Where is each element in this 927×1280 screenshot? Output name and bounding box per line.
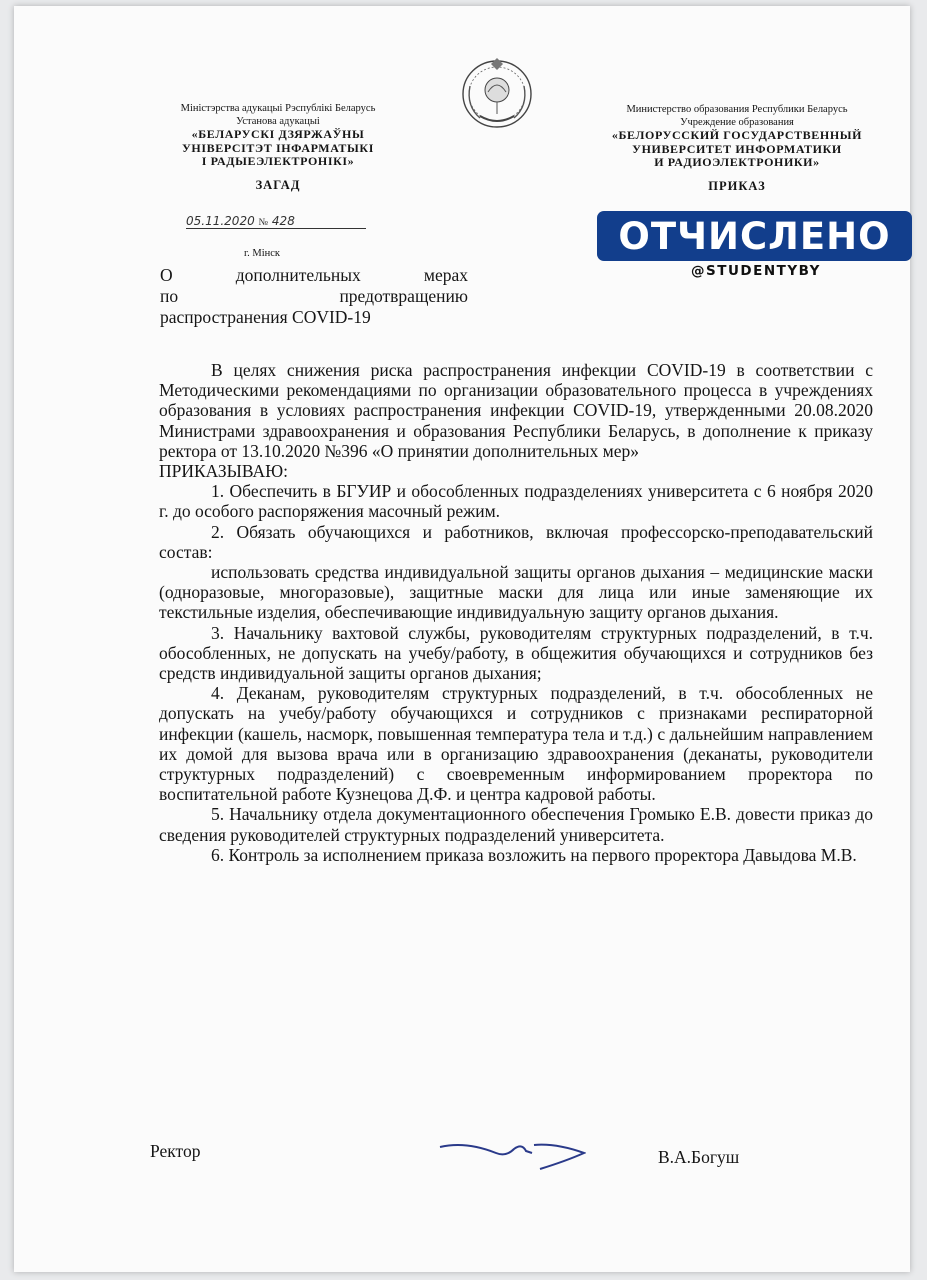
order-item-4: 4. Деканам, руководителям структурных подразделений, в т.ч. обособленных не допускать на учебу/работу обучающихся и сотрудников с признаками респираторной инфекции (кашель, насморк, повышенная температура тела и т.д.) с дальнейшим направлением их домой для вызова врача или в организацию здравоохранения (деканаты, руководители структурных подразделений) с своевременным информированием проректора по воспитательной работе Кузнецова Д.Ф. и центра кадровой работы.: [159, 683, 873, 805]
subject-line: [160, 286, 468, 307]
ministry-name-ru: Министерство образования Республики Беларусь: [626, 104, 848, 115]
university-name-ru-line3: И РАДИОЭЛЕКТРОНИКИ»: [654, 155, 820, 169]
subject-word: дополнительных: [235, 265, 361, 285]
order-item-3: 3. Начальнику вахтовой службы, руководителям структурных подразделений, в т.ч. обособленных, не допускать на учебу/работу, в общежития обучающихся и сотрудников без средств индивидуальной защиты органов дыхания;: [159, 622, 873, 684]
header-left-belarusian: [138, 102, 418, 192]
subject-word: О: [160, 265, 173, 285]
order-body: [159, 360, 873, 865]
university-name-ru-line1: «БЕЛОРУССКИЙ ГОСУДАРСТВЕННЫЙ: [611, 128, 863, 142]
preamble: В целях снижения риска распространения инфекции COVID-19 в соответствии с Методическими рекомендациями по организации образовательного процесса в учреждениях образования в условиях распространения инфекции COVID-19, утвержденными 20.08.2020 Министрами здравоохранения и образования Республики Беларусь, в дополнение к приказу ректора от 13.10.2020 №396 «О принятии дополнительных мер»: [159, 360, 873, 461]
order-subject: [160, 265, 468, 328]
orders-heading: ПРИКАЗЫВАЮ:: [159, 461, 288, 482]
order-date: 05.11.2020: [186, 214, 255, 228]
doc-type-ru: ПРИКАЗ: [708, 178, 766, 193]
university-name-by-line1: «БЕЛАРУСКІ ДЗЯРЖАЎНЫ: [191, 127, 365, 141]
ministry-name-by: Міністэрства адукацыі Рэспублікі Беларусь: [180, 103, 376, 114]
city: г. Мінск: [244, 248, 281, 259]
institution-type-by: Установа адукацыі: [236, 116, 320, 127]
order-number-sign: №: [258, 217, 269, 228]
order-item-1: 1. Обеспечить в БГУИР и обособленных подразделениях университета с 6 ноября 2020 г. до особого распоряжения масочный режим.: [159, 481, 873, 522]
handwritten-signature: [436, 1131, 586, 1177]
expelled-stamp: ОТЧИСЛЕНО: [597, 211, 912, 261]
document-page: [14, 6, 910, 1272]
state-emblem-icon: [458, 56, 536, 130]
order-item-6: 6. Контроль за исполнением приказа возложить на первого проректора Давыдова М.В.: [211, 844, 857, 865]
university-name-by-line2: УНІВЕРСІТЭТ ІНФАРМАТЫКІ: [182, 140, 374, 155]
order-number: 428: [271, 214, 295, 228]
institution-type-ru: Учреждение образования: [680, 117, 794, 128]
subject-word: мерах: [423, 265, 468, 285]
watermark-handle: @STUDENTYBY: [691, 263, 821, 279]
order-item-2: 2. Обязать обучающихся и работников, включая профессорско-преподавательский состав:: [159, 521, 873, 562]
university-name-ru-line2: УНИВЕРСИТЕТ ИНФОРМАТИКИ: [632, 141, 842, 156]
signatory-title: Ректор: [150, 1141, 201, 1161]
university-name-by-line3: І РАДЫЕЭЛЕКТРОНІКІ»: [201, 154, 355, 168]
subject-line: [160, 265, 468, 286]
subject-word: по: [160, 286, 179, 306]
signatory-name: В.А.Богуш: [658, 1147, 740, 1167]
order-item-5: 5. Начальнику отдела документационного обеспечения Громыко Е.В. довести приказ до сведения руководителей структурных подразделений университета.: [159, 804, 873, 845]
order-item-2-detail: использовать средства индивидуальной защиты органов дыхания – медицинские маски (одноразовые, многоразовые), защитные маски для лица или иные заменяющие их текстильные изделия, обеспечивающие индивидуальную защиту органов дыхания.: [159, 562, 873, 623]
order-date-number: [186, 214, 366, 229]
doc-type-by: ЗАГАД: [255, 177, 301, 192]
subject-word: предотвращению: [339, 286, 468, 306]
header-right-russian: [582, 103, 892, 193]
subject-line: распространения COVID-19: [160, 307, 371, 327]
